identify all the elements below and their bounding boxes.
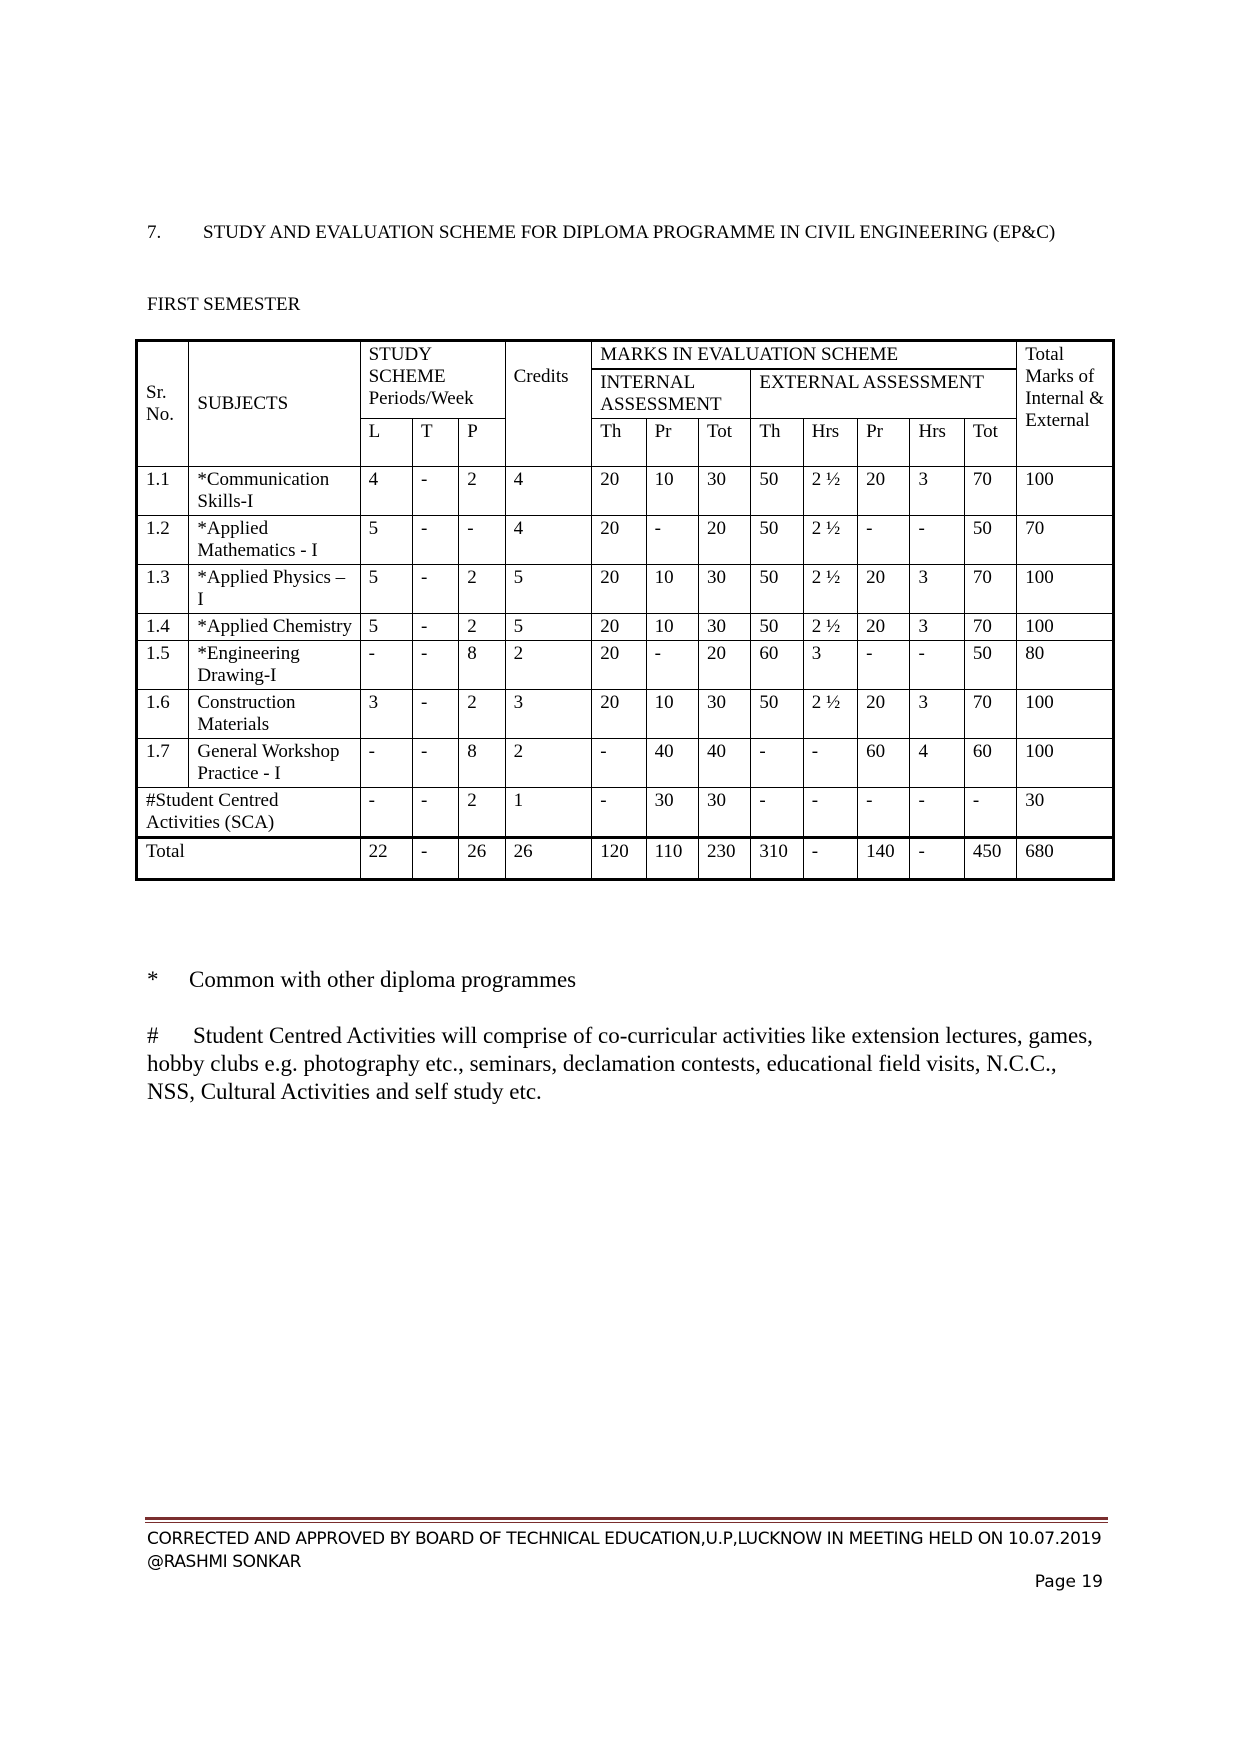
cell-ext-hrs-2: 3 bbox=[910, 565, 964, 614]
cell-credits: 26 bbox=[505, 838, 592, 880]
section-number: 7. bbox=[147, 222, 162, 243]
footer-text: CORRECTED AND APPROVED BY BOARD OF TECHNICAL EDUCATION,U.P,LUCKNOW IN MEETING HELD ON 10.07.2019 @RASHMI SONKAR bbox=[147, 1529, 1102, 1572]
cell-int-tot: 20 bbox=[698, 516, 750, 565]
cell-ext-th: 50 bbox=[751, 516, 803, 565]
table-row bbox=[137, 641, 1114, 690]
cell-ext-hrs-2: - bbox=[910, 641, 964, 690]
header-t: T bbox=[412, 419, 458, 467]
cell-credits: 3 bbox=[505, 690, 592, 739]
cell-l: - bbox=[360, 641, 412, 690]
cell-ext-hrs: - bbox=[803, 838, 857, 880]
cell-t: - bbox=[412, 739, 458, 788]
section-title: STUDY AND EVALUATION SCHEME FOR DIPLOMA PROGRAMME IN CIVIL ENGINEERING (EP&C) bbox=[203, 222, 1056, 243]
cell-ext-tot: - bbox=[964, 788, 1016, 838]
table-row bbox=[137, 614, 1114, 641]
page-number: Page 19 bbox=[1034, 1572, 1103, 1592]
header-int-th: Th bbox=[592, 419, 646, 467]
cell-sr: 1.1 bbox=[137, 467, 189, 516]
cell-subject: *Applied Chemistry bbox=[189, 614, 360, 641]
cell-credits: 5 bbox=[505, 614, 592, 641]
header-external-assessment: EXTERNAL ASSESSMENT bbox=[751, 369, 1017, 419]
cell-ext-hrs: 2 ½ bbox=[803, 690, 857, 739]
footer-divider-thin bbox=[145, 1522, 1108, 1523]
cell-credits: 2 bbox=[505, 641, 592, 690]
footnotes bbox=[147, 966, 1107, 1106]
cell-ext-hrs-2: - bbox=[910, 838, 964, 880]
footnote-common-text: Common with other diploma programmes bbox=[189, 967, 577, 992]
section-heading bbox=[147, 222, 1087, 244]
footer-divider bbox=[145, 1517, 1108, 1520]
header-int-pr: Pr bbox=[646, 419, 698, 467]
cell-p: 26 bbox=[459, 838, 505, 880]
cell-int-th: 20 bbox=[592, 516, 646, 565]
table-row bbox=[137, 565, 1114, 614]
cell-int-pr: 10 bbox=[646, 565, 698, 614]
cell-ext-pr: 20 bbox=[858, 467, 910, 516]
table-row bbox=[137, 739, 1114, 788]
cell-subject: *Engineering Drawing-I bbox=[189, 641, 360, 690]
cell-total: 100 bbox=[1017, 467, 1114, 516]
cell-int-tot: 30 bbox=[698, 614, 750, 641]
cell-ext-hrs-2: - bbox=[910, 788, 964, 838]
cell-ext-pr: - bbox=[858, 641, 910, 690]
cell-t: - bbox=[412, 614, 458, 641]
cell-p: 2 bbox=[459, 565, 505, 614]
cell-ext-tot: 70 bbox=[964, 467, 1016, 516]
cell-ext-tot: 450 bbox=[964, 838, 1016, 880]
cell-sr: 1.6 bbox=[137, 690, 189, 739]
cell-ext-tot: 70 bbox=[964, 614, 1016, 641]
cell-int-pr: 110 bbox=[646, 838, 698, 880]
evaluation-scheme-table bbox=[135, 339, 1115, 881]
header-ext-th: Th bbox=[751, 419, 803, 467]
cell-subject: *Applied Physics – I bbox=[189, 565, 360, 614]
cell-sr: 1.7 bbox=[137, 739, 189, 788]
header-subjects: SUBJECTS bbox=[189, 341, 360, 467]
footnote-sca bbox=[147, 1022, 1107, 1106]
cell-total: 100 bbox=[1017, 739, 1114, 788]
cell-int-th: - bbox=[592, 788, 646, 838]
cell-int-pr: 10 bbox=[646, 614, 698, 641]
cell-ext-hrs-2: - bbox=[910, 516, 964, 565]
header-internal-assessment: INTERNAL ASSESSMENT bbox=[592, 369, 751, 419]
cell-p: 2 bbox=[459, 690, 505, 739]
cell-int-th: 20 bbox=[592, 641, 646, 690]
cell-subject: *Applied Mathematics - I bbox=[189, 516, 360, 565]
cell-sr: 1.5 bbox=[137, 641, 189, 690]
cell-sr: 1.2 bbox=[137, 516, 189, 565]
cell-l: 5 bbox=[360, 614, 412, 641]
cell-p: - bbox=[459, 516, 505, 565]
cell-credits: 1 bbox=[505, 788, 592, 838]
cell-l: 5 bbox=[360, 565, 412, 614]
cell-int-pr: 30 bbox=[646, 788, 698, 838]
cell-int-pr: 10 bbox=[646, 690, 698, 739]
cell-t: - bbox=[412, 838, 458, 880]
cell-int-th: 20 bbox=[592, 690, 646, 739]
cell-ext-tot: 50 bbox=[964, 516, 1016, 565]
cell-ext-hrs-2: 3 bbox=[910, 614, 964, 641]
cell-int-pr: 40 bbox=[646, 739, 698, 788]
cell-p: 2 bbox=[459, 614, 505, 641]
cell-credits: 5 bbox=[505, 565, 592, 614]
cell-total: 70 bbox=[1017, 516, 1114, 565]
header-ext-pr: Pr bbox=[858, 419, 910, 467]
cell-ext-hrs: - bbox=[803, 739, 857, 788]
cell-int-tot: 40 bbox=[698, 739, 750, 788]
cell-t: - bbox=[412, 641, 458, 690]
header-p: P bbox=[459, 419, 505, 467]
cell-ext-pr: 20 bbox=[858, 565, 910, 614]
cell-ext-hrs: 2 ½ bbox=[803, 516, 857, 565]
cell-ext-tot: 70 bbox=[964, 565, 1016, 614]
cell-int-tot: 30 bbox=[698, 467, 750, 516]
cell-t: - bbox=[412, 467, 458, 516]
cell-l: 4 bbox=[360, 467, 412, 516]
cell-ext-hrs: 3 bbox=[803, 641, 857, 690]
cell-ext-hrs: 2 ½ bbox=[803, 467, 857, 516]
cell-credits: 4 bbox=[505, 467, 592, 516]
total-row bbox=[137, 838, 1114, 880]
cell-int-tot: 30 bbox=[698, 788, 750, 838]
cell-int-tot: 20 bbox=[698, 641, 750, 690]
footnote-sca-text: Student Centred Activities will comprise of co-curricular activities like extension lectures, games, hobby clubs e.g. photography etc., seminars, declamation contests, educational field visits, N.C.C., NSS, Cultural Activities and self study etc. bbox=[147, 1023, 1093, 1104]
cell-int-th: 20 bbox=[592, 565, 646, 614]
header-sr-no: Sr. No. bbox=[137, 341, 189, 467]
cell-total-label: Total bbox=[137, 838, 361, 880]
cell-l: 3 bbox=[360, 690, 412, 739]
cell-ext-tot: 50 bbox=[964, 641, 1016, 690]
cell-int-pr: 10 bbox=[646, 467, 698, 516]
cell-ext-pr: 140 bbox=[858, 838, 910, 880]
cell-int-th: - bbox=[592, 739, 646, 788]
cell-credits: 2 bbox=[505, 739, 592, 788]
cell-int-th: 20 bbox=[592, 467, 646, 516]
header-study-scheme: STUDY SCHEME Periods/Week bbox=[360, 341, 505, 419]
header-l: L bbox=[360, 419, 412, 467]
cell-int-pr: - bbox=[646, 641, 698, 690]
header-credits: Credits bbox=[505, 341, 592, 467]
cell-p: 8 bbox=[459, 739, 505, 788]
cell-int-pr: - bbox=[646, 516, 698, 565]
cell-p: 8 bbox=[459, 641, 505, 690]
sca-row bbox=[137, 788, 1114, 838]
cell-sr: 1.4 bbox=[137, 614, 189, 641]
cell-ext-th: 310 bbox=[751, 838, 803, 880]
cell-total: 100 bbox=[1017, 565, 1114, 614]
cell-int-tot: 230 bbox=[698, 838, 750, 880]
cell-int-tot: 30 bbox=[698, 565, 750, 614]
cell-total: 80 bbox=[1017, 641, 1114, 690]
cell-int-th: 120 bbox=[592, 838, 646, 880]
cell-p: 2 bbox=[459, 788, 505, 838]
footnote-symbol-asterisk: * bbox=[147, 967, 159, 992]
cell-ext-hrs: 2 ½ bbox=[803, 614, 857, 641]
cell-int-tot: 30 bbox=[698, 690, 750, 739]
cell-ext-pr: 20 bbox=[858, 614, 910, 641]
header-ext-hrs: Hrs bbox=[803, 419, 857, 467]
cell-ext-pr: 20 bbox=[858, 690, 910, 739]
cell-ext-hrs-2: 3 bbox=[910, 690, 964, 739]
cell-l: 5 bbox=[360, 516, 412, 565]
cell-l: - bbox=[360, 788, 412, 838]
cell-p: 2 bbox=[459, 467, 505, 516]
cell-ext-th: - bbox=[751, 788, 803, 838]
semester-title: FIRST SEMESTER bbox=[147, 294, 301, 315]
header-ext-tot: Tot bbox=[964, 419, 1016, 467]
cell-subject: Construction Materials bbox=[189, 690, 360, 739]
cell-total: 680 bbox=[1017, 838, 1114, 880]
cell-subject: *Communication Skills-I bbox=[189, 467, 360, 516]
cell-credits: 4 bbox=[505, 516, 592, 565]
cell-ext-hrs: - bbox=[803, 788, 857, 838]
cell-ext-th: 50 bbox=[751, 565, 803, 614]
cell-int-th: 20 bbox=[592, 614, 646, 641]
cell-total: 30 bbox=[1017, 788, 1114, 838]
cell-total: 100 bbox=[1017, 690, 1114, 739]
cell-ext-th: 50 bbox=[751, 690, 803, 739]
footnote-symbol-hash: # bbox=[147, 1023, 159, 1048]
cell-l: 22 bbox=[360, 838, 412, 880]
cell-t: - bbox=[412, 788, 458, 838]
cell-ext-th: - bbox=[751, 739, 803, 788]
cell-subject: General Workshop Practice - I bbox=[189, 739, 360, 788]
cell-ext-th: 50 bbox=[751, 614, 803, 641]
header-int-tot: Tot bbox=[698, 419, 750, 467]
cell-ext-pr: 60 bbox=[858, 739, 910, 788]
cell-sca-label: #Student Centred Activities (SCA) bbox=[137, 788, 361, 838]
header-total-marks: Total Marks of Internal & External bbox=[1017, 341, 1114, 467]
cell-ext-tot: 70 bbox=[964, 690, 1016, 739]
cell-l: - bbox=[360, 739, 412, 788]
cell-ext-tot: 60 bbox=[964, 739, 1016, 788]
cell-ext-th: 60 bbox=[751, 641, 803, 690]
cell-t: - bbox=[412, 690, 458, 739]
header-marks-evaluation: MARKS IN EVALUATION SCHEME bbox=[592, 341, 1017, 370]
cell-t: - bbox=[412, 516, 458, 565]
table-row bbox=[137, 467, 1114, 516]
cell-ext-th: 50 bbox=[751, 467, 803, 516]
cell-ext-hrs: 2 ½ bbox=[803, 565, 857, 614]
cell-sr: 1.3 bbox=[137, 565, 189, 614]
table-row bbox=[137, 690, 1114, 739]
header-ext-hrs-2: Hrs bbox=[910, 419, 964, 467]
cell-t: - bbox=[412, 565, 458, 614]
cell-total: 100 bbox=[1017, 614, 1114, 641]
cell-ext-hrs-2: 3 bbox=[910, 467, 964, 516]
footnote-common bbox=[147, 966, 1107, 994]
table-row bbox=[137, 516, 1114, 565]
cell-ext-pr: - bbox=[858, 788, 910, 838]
cell-ext-pr: - bbox=[858, 516, 910, 565]
cell-ext-hrs-2: 4 bbox=[910, 739, 964, 788]
